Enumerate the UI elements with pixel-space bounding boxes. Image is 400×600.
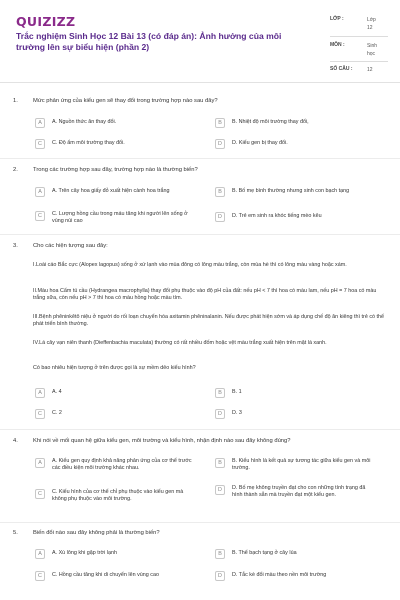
option-d[interactable] (215, 139, 372, 149)
count-value: 12 (367, 67, 373, 73)
question-number: 2. (13, 167, 18, 173)
option-d[interactable] (215, 485, 374, 500)
option-c[interactable] (35, 409, 192, 419)
subject-value: Sinh học (367, 43, 378, 57)
option-letter-box: B (215, 118, 225, 128)
worksheet-header (0, 0, 400, 82)
option-letter-box: A (35, 458, 45, 468)
worksheet-title: Trắc nghiệm Sinh Học 12 Bài 13 (có đáp án): Ảnh hưởng của môi trường lên sự biểu hiện (phần 2) (16, 31, 282, 52)
question-prompt: Có bao nhiêu hiện tượng ở trên được gọi là sự mềm dẻo kiểu hình? (33, 365, 196, 371)
option-text: D. Trẻ em sinh ra khóc tiếng mèo kêu (232, 213, 322, 219)
option-text: C. Hồng cầu tăng khi di chuyển lên vùng cao (52, 572, 159, 578)
option-text: A. 4 (52, 389, 62, 395)
option-text: B. Bố mẹ bình thường nhưng sinh con bạch tạng (232, 188, 350, 194)
header-divider (0, 82, 400, 83)
count-label: SỐ CÂU : (330, 66, 353, 72)
option-letter-box: B (215, 187, 225, 197)
option-letter-box: D (215, 212, 225, 222)
option-text: B. Nhiệt độ môi trường thay đổi, (232, 119, 309, 125)
option-letter-box: B (215, 388, 225, 398)
statement-1: I.Loài cáo Bắc cực (Alopex lagopus) sống ở xứ lạnh vào mùa đông có lông màu trắng, còn mùa hè thì có lông màu vàng hoặc xám. (33, 262, 347, 268)
question-text: Cho các hiện tượng sau đây: (33, 243, 108, 249)
question-number: 5. (13, 530, 18, 536)
option-a[interactable] (35, 187, 212, 197)
option-b[interactable] (215, 388, 372, 398)
option-letter-box: B (215, 458, 225, 468)
option-letter-box: C (35, 489, 45, 499)
subject-label: MÔN : (330, 42, 345, 48)
option-b[interactable] (215, 549, 372, 559)
option-letter-box: A (35, 118, 45, 128)
option-text: C. Độ ẩm môi trường thay đổi. (52, 140, 125, 146)
question-text: Mức phản ứng của kiểu gen sẽ thay đổi trong trường hợp nào sau đây? (33, 98, 218, 104)
question-divider (0, 429, 400, 430)
option-b[interactable] (215, 118, 372, 128)
question-text: Biến đổi nào sau đây không phải là thường biến? (33, 530, 160, 536)
option-text: A. Xù lông khi gặp trời lạnh (52, 550, 117, 556)
option-letter-box: D (215, 139, 225, 149)
option-letter-box: D (215, 571, 225, 581)
option-b[interactable] (215, 458, 374, 473)
question-number: 3. (13, 243, 18, 249)
option-d[interactable] (215, 212, 372, 222)
question-text: Trong các trường hợp sau đây, trường hợp nào là thường biến? (33, 167, 198, 173)
option-letter-box: C (35, 571, 45, 581)
option-text: B. 1 (232, 389, 242, 395)
option-letter-box: A (35, 549, 45, 559)
class-value: Lớp 12 (367, 17, 376, 31)
option-text: D. 3 (232, 410, 242, 416)
option-a[interactable] (35, 388, 192, 398)
question-divider (0, 234, 400, 235)
meta-divider (330, 61, 388, 62)
option-letter-box: C (35, 211, 45, 221)
option-d[interactable] (215, 409, 372, 419)
option-text: C. Kiểu hình của cơ thể chỉ phụ thuộc vào kiểu gen mà không phụ thuộc vào môi trường. (52, 489, 184, 503)
option-letter-box: A (35, 187, 45, 197)
option-a[interactable] (35, 118, 192, 128)
option-letter-box: B (215, 549, 225, 559)
option-text: A. Kiểu gen quy định khả năng phản ứng của cơ thể trước các điều kiện môi trường khác nhau. (52, 458, 192, 472)
option-letter-box: D (215, 409, 225, 419)
option-c[interactable] (35, 211, 194, 226)
question-number: 1. (13, 98, 18, 104)
question-text: Khi nói về mối quan hệ giữa kiểu gen, môi trường và kiểu hình, nhận định nào sau đây không đúng? (33, 438, 291, 444)
question-divider (0, 522, 400, 523)
option-text: C. 2 (52, 410, 62, 416)
option-c[interactable] (35, 571, 212, 581)
meta-divider (330, 36, 388, 37)
option-c[interactable] (35, 139, 192, 149)
option-letter-box: C (35, 409, 45, 419)
option-text: C. Lượng hồng cầu trong máu tăng khi người lên sống ở vùng núi cao (52, 211, 188, 225)
option-letter-box: A (35, 388, 45, 398)
option-c[interactable] (35, 489, 194, 504)
quizizz-logo: QUIZIZZ (16, 14, 76, 29)
option-letter-box: C (35, 139, 45, 149)
statement-4: IV.Lá cây vạn niên thanh (Dieffenbachia maculata) thường có rất nhiều đốm hoặc vệt màu trắng xuất hiện trên mặt lá xanh. (33, 340, 327, 346)
option-d[interactable] (215, 571, 392, 581)
class-label: LỚP : (330, 16, 344, 22)
option-text: A. Nguồn thức ăn thay đổi. (52, 119, 117, 125)
option-b[interactable] (215, 187, 392, 197)
question-divider (0, 158, 400, 159)
statement-2: II.Màu hoa Cẩm tú cầu (Hydrangea macrophylla) thay đổi phụ thuộc vào độ pH của đất: nếu pH < 7 thì hoa có màu lam, nếu pH = 7 hoa có màu trắng sữa, còn nếu pH > 7 thì hoa có màu hồng hoặc màu tím. (33, 288, 377, 302)
option-text: D. Kiểu gen bị thay đổi. (232, 140, 288, 146)
option-text: B. Thể bạch tạng ở cây lúa (232, 550, 297, 556)
option-a[interactable] (35, 549, 192, 559)
option-a[interactable] (35, 458, 194, 473)
question-number: 4. (13, 438, 18, 444)
option-text: D. Bố mẹ không truyền đạt cho con những tính trạng đã hình thành sẵn mà truyền đạt một kiểu gen. (232, 485, 366, 499)
option-letter-box: D (215, 485, 225, 495)
statement-3: III.Bệnh phêninkêtô niệu ở người do rối loạn chuyển hóa axitamin phêninalanin. Nếu được phát hiện sớm và áp dụng chế độ ăn kiêng thì trẻ có thể phát triển bình thường. (33, 314, 385, 328)
option-text: B. Kiểu hình là kết quả sự tương tác giữa kiểu gen và môi trường. (232, 458, 371, 472)
option-text: A. Trên cây hoa giấy đỏ xuất hiện cành hoa trắng (52, 188, 170, 194)
option-text: D. Tắc kè đổi màu theo nền môi trường (232, 572, 327, 578)
